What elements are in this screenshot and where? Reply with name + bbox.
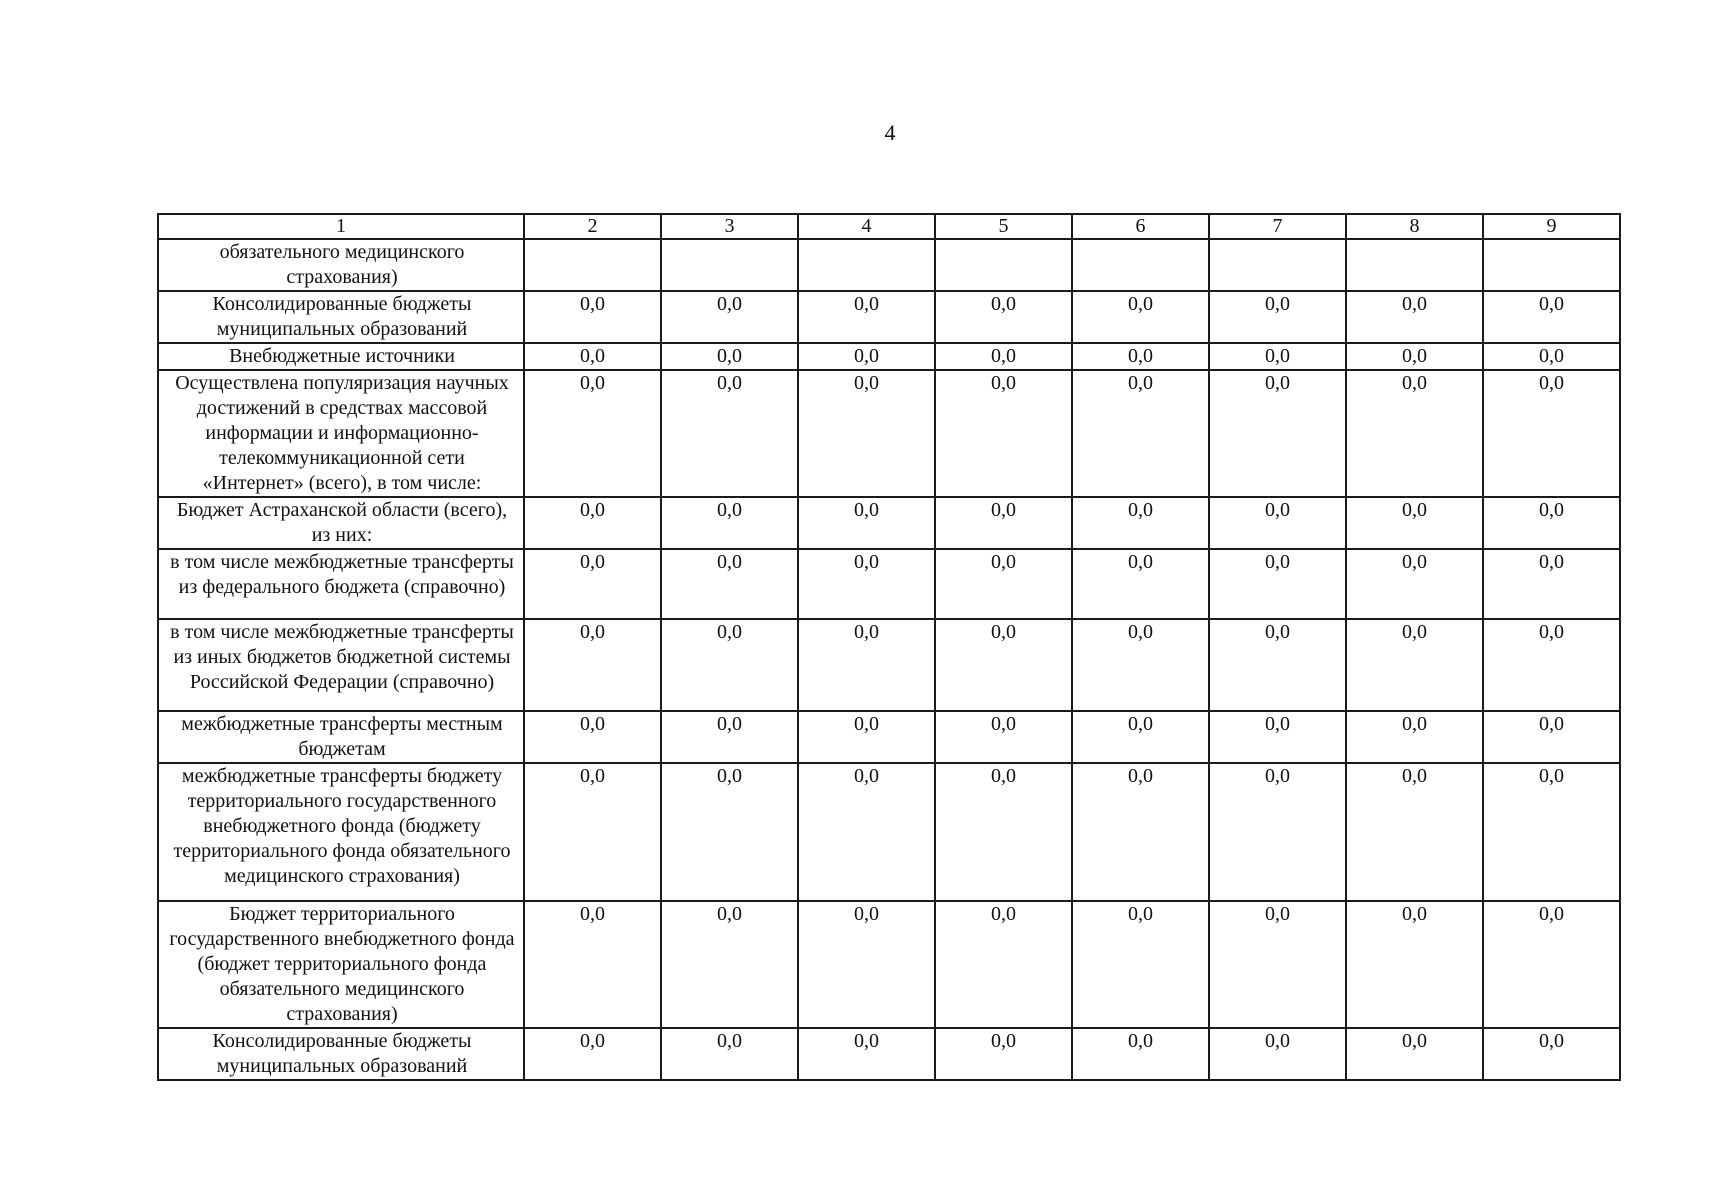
value-cell-col-5: 0,0: [935, 497, 1072, 549]
value-cell-col-9: [1483, 239, 1620, 291]
value-cell-col-4: 0,0: [798, 619, 935, 711]
value-cell-col-8: 0,0: [1346, 370, 1483, 497]
value-cell-col-6: 0,0: [1072, 291, 1209, 343]
column-header-6: 6: [1072, 214, 1209, 239]
value-cell-col-3: 0,0: [661, 763, 798, 901]
value-cell-col-2: 0,0: [524, 619, 661, 711]
page-number: 4: [884, 120, 896, 145]
value-cell-col-6: [1072, 239, 1209, 291]
row-label: межбюджетные трансферты местным бюджетам: [158, 711, 524, 763]
value-cell-col-4: 0,0: [798, 370, 935, 497]
column-header-5: 5: [935, 214, 1072, 239]
value-cell-col-4: 0,0: [798, 763, 935, 901]
value-cell-col-7: 0,0: [1209, 291, 1346, 343]
value-cell-col-2: 0,0: [524, 549, 661, 619]
value-cell-col-3: 0,0: [661, 343, 798, 370]
value-cell-col-7: 0,0: [1209, 370, 1346, 497]
value-cell-col-8: 0,0: [1346, 291, 1483, 343]
value-cell-col-8: 0,0: [1346, 711, 1483, 763]
value-cell-col-7: 0,0: [1209, 343, 1346, 370]
value-cell-col-9: 0,0: [1483, 901, 1620, 1028]
value-cell-col-7: 0,0: [1209, 549, 1346, 619]
value-cell-col-7: 0,0: [1209, 619, 1346, 711]
value-cell-col-5: 0,0: [935, 901, 1072, 1028]
column-header-4: 4: [798, 214, 935, 239]
value-cell-col-3: 0,0: [661, 497, 798, 549]
value-cell-col-2: [524, 239, 661, 291]
value-cell-col-3: [661, 239, 798, 291]
value-cell-col-6: 0,0: [1072, 343, 1209, 370]
value-cell-col-8: 0,0: [1346, 497, 1483, 549]
row-label: Осуществлена популяризация научных достижений в средствах массовой информации и информационно-телекоммуникационной сети «Интернет» (всего), в том числе:: [158, 370, 524, 497]
row-label: обязательного медицинского страхования): [158, 239, 524, 291]
value-cell-col-7: [1209, 239, 1346, 291]
value-cell-col-9: 0,0: [1483, 549, 1620, 619]
row-label: в том числе межбюджетные трансферты из иных бюджетов бюджетной системы Российской Федерации (справочно): [158, 619, 524, 711]
value-cell-col-2: 0,0: [524, 1028, 661, 1080]
value-cell-col-6: 0,0: [1072, 763, 1209, 901]
value-cell-col-6: 0,0: [1072, 619, 1209, 711]
table-row: [158, 1028, 1620, 1080]
value-cell-col-3: 0,0: [661, 370, 798, 497]
value-cell-col-2: 0,0: [524, 497, 661, 549]
value-cell-col-5: 0,0: [935, 291, 1072, 343]
value-cell-col-4: 0,0: [798, 343, 935, 370]
value-cell-col-3: 0,0: [661, 901, 798, 1028]
value-cell-col-7: 0,0: [1209, 901, 1346, 1028]
row-label: в том числе межбюджетные трансферты из федерального бюджета (справочно): [158, 549, 524, 619]
value-cell-col-5: 0,0: [935, 370, 1072, 497]
value-cell-col-7: 0,0: [1209, 497, 1346, 549]
value-cell-col-2: 0,0: [524, 291, 661, 343]
table-row: [158, 711, 1620, 763]
value-cell-col-4: [798, 239, 935, 291]
value-cell-col-2: 0,0: [524, 711, 661, 763]
value-cell-col-2: 0,0: [524, 370, 661, 497]
value-cell-col-7: 0,0: [1209, 1028, 1346, 1080]
row-label: Бюджет территориального государственного внебюджетного фонда (бюджет территориального фонда обязательного медицинского страхования): [158, 901, 524, 1028]
value-cell-col-3: 0,0: [661, 619, 798, 711]
column-header-2: 2: [524, 214, 661, 239]
value-cell-col-6: 0,0: [1072, 711, 1209, 763]
value-cell-col-3: 0,0: [661, 1028, 798, 1080]
value-cell-col-8: 0,0: [1346, 901, 1483, 1028]
value-cell-col-4: 0,0: [798, 711, 935, 763]
column-header-9: 9: [1483, 214, 1620, 239]
value-cell-col-4: 0,0: [798, 549, 935, 619]
value-cell-col-3: 0,0: [661, 549, 798, 619]
row-label: Бюджет Астраханской области (всего), из них:: [158, 497, 524, 549]
value-cell-col-7: 0,0: [1209, 711, 1346, 763]
value-cell-col-5: 0,0: [935, 1028, 1072, 1080]
value-cell-col-5: 0,0: [935, 343, 1072, 370]
column-header-3: 3: [661, 214, 798, 239]
table-row: [158, 901, 1620, 1028]
value-cell-col-2: 0,0: [524, 343, 661, 370]
value-cell-col-9: 0,0: [1483, 497, 1620, 549]
value-cell-col-6: 0,0: [1072, 497, 1209, 549]
value-cell-col-3: 0,0: [661, 291, 798, 343]
value-cell-col-5: 0,0: [935, 711, 1072, 763]
value-cell-col-9: 0,0: [1483, 370, 1620, 497]
table-row: [158, 549, 1620, 619]
column-header-1: 1: [158, 214, 524, 239]
value-cell-col-3: 0,0: [661, 711, 798, 763]
table-row: [158, 291, 1620, 343]
value-cell-col-8: [1346, 239, 1483, 291]
value-cell-col-5: 0,0: [935, 619, 1072, 711]
value-cell-col-6: 0,0: [1072, 1028, 1209, 1080]
value-cell-col-6: 0,0: [1072, 370, 1209, 497]
budget-table: [157, 213, 1621, 1081]
value-cell-col-8: 0,0: [1346, 763, 1483, 901]
value-cell-col-5: 0,0: [935, 763, 1072, 901]
column-header-8: 8: [1346, 214, 1483, 239]
table-row: [158, 619, 1620, 711]
value-cell-col-9: 0,0: [1483, 1028, 1620, 1080]
value-cell-col-5: [935, 239, 1072, 291]
value-cell-col-4: 0,0: [798, 1028, 935, 1080]
value-cell-col-7: 0,0: [1209, 763, 1346, 901]
row-label: Внебюджетные источники: [158, 343, 524, 370]
column-header-7: 7: [1209, 214, 1346, 239]
table-row: [158, 370, 1620, 497]
value-cell-col-9: 0,0: [1483, 291, 1620, 343]
value-cell-col-2: 0,0: [524, 763, 661, 901]
value-cell-col-9: 0,0: [1483, 343, 1620, 370]
value-cell-col-6: 0,0: [1072, 901, 1209, 1028]
header-row: [158, 214, 1620, 239]
row-label: межбюджетные трансферты бюджету территориального государственного внебюджетного фонда (бюджету территориального фонда обязательного медицинского страхования): [158, 763, 524, 901]
value-cell-col-8: 0,0: [1346, 619, 1483, 711]
value-cell-col-4: 0,0: [798, 497, 935, 549]
table-row: [158, 343, 1620, 370]
value-cell-col-2: 0,0: [524, 901, 661, 1028]
table-row: [158, 239, 1620, 291]
row-label: Консолидированные бюджеты муниципальных образований: [158, 1028, 524, 1080]
table-row: [158, 763, 1620, 901]
value-cell-col-4: 0,0: [798, 901, 935, 1028]
value-cell-col-9: 0,0: [1483, 711, 1620, 763]
table-row: [158, 497, 1620, 549]
value-cell-col-6: 0,0: [1072, 549, 1209, 619]
row-label: Консолидированные бюджеты муниципальных образований: [158, 291, 524, 343]
value-cell-col-9: 0,0: [1483, 619, 1620, 711]
table-body: [158, 239, 1620, 1080]
value-cell-col-8: 0,0: [1346, 1028, 1483, 1080]
value-cell-col-8: 0,0: [1346, 343, 1483, 370]
value-cell-col-9: 0,0: [1483, 763, 1620, 901]
value-cell-col-5: 0,0: [935, 549, 1072, 619]
value-cell-col-4: 0,0: [798, 291, 935, 343]
value-cell-col-8: 0,0: [1346, 549, 1483, 619]
